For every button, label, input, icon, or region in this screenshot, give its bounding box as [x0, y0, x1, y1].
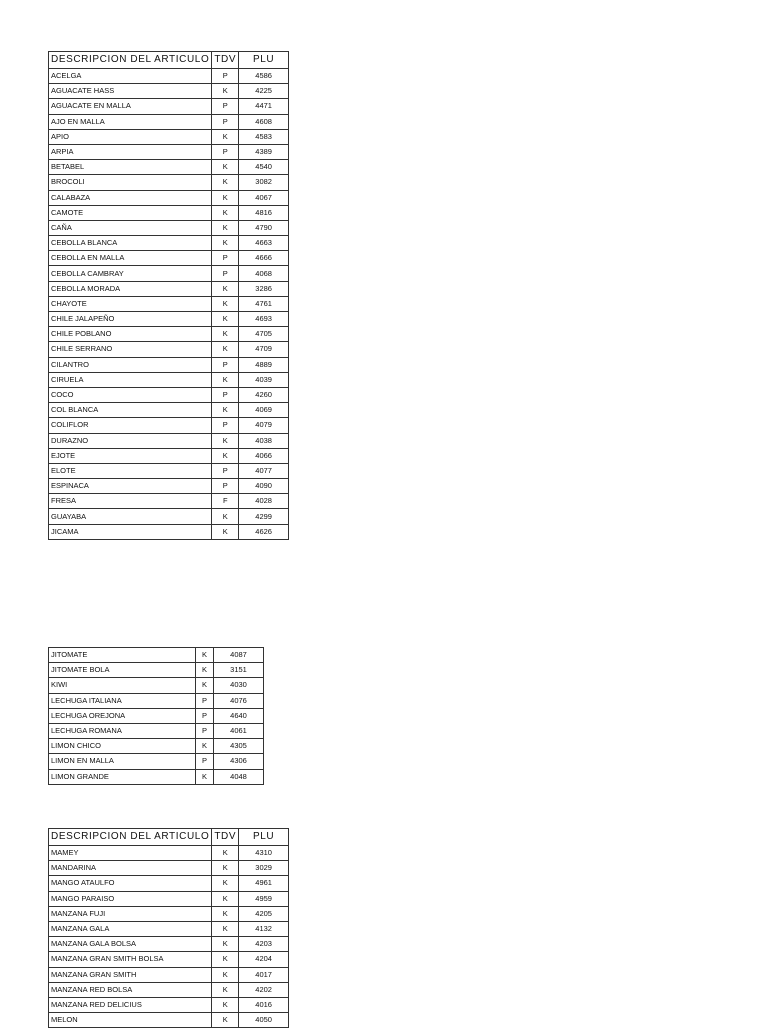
item-description: CHILE POBLANO — [49, 327, 212, 342]
table-row — [49, 479, 289, 494]
item-plu: 4260 — [239, 387, 289, 402]
table-row — [49, 678, 264, 693]
item-tdv: K — [212, 524, 239, 539]
table-row — [49, 846, 289, 861]
item-description: CEBOLLA EN MALLA — [49, 251, 212, 266]
item-plu: 4816 — [239, 205, 289, 220]
item-tdv: K — [196, 739, 214, 754]
item-plu: 4666 — [239, 251, 289, 266]
table-row — [49, 99, 289, 114]
item-description: LECHUGA ITALIANA — [49, 693, 196, 708]
item-tdv: K — [212, 84, 239, 99]
table-row — [49, 739, 264, 754]
item-tdv: P — [196, 693, 214, 708]
table-row — [49, 997, 289, 1012]
item-plu: 4306 — [214, 754, 264, 769]
item-description: JICAMA — [49, 524, 212, 539]
item-description: CAMOTE — [49, 205, 212, 220]
item-tdv: K — [212, 921, 239, 936]
item-plu: 3029 — [239, 861, 289, 876]
table-row — [49, 403, 289, 418]
table-row — [49, 387, 289, 402]
item-tdv: P — [196, 754, 214, 769]
item-tdv: P — [212, 69, 239, 84]
item-tdv: K — [212, 891, 239, 906]
table-row — [49, 312, 289, 327]
product-table-2 — [48, 647, 264, 785]
table-row — [49, 144, 289, 159]
item-description: BROCOLI — [49, 175, 212, 190]
item-plu: 4067 — [239, 190, 289, 205]
item-plu: 4016 — [239, 997, 289, 1012]
item-description: LECHUGA ROMANA — [49, 723, 196, 738]
item-plu: 4030 — [214, 678, 264, 693]
table-row — [49, 982, 289, 997]
item-tdv: P — [212, 387, 239, 402]
table-row — [49, 251, 289, 266]
item-description: CEBOLLA MORADA — [49, 281, 212, 296]
item-description: CALABAZA — [49, 190, 212, 205]
table-row — [49, 921, 289, 936]
item-tdv: F — [212, 494, 239, 509]
item-description: GUAYABA — [49, 509, 212, 524]
item-plu: 4299 — [239, 509, 289, 524]
table-row — [49, 876, 289, 891]
item-plu: 4540 — [239, 160, 289, 175]
item-plu: 4076 — [214, 693, 264, 708]
item-tdv: K — [212, 281, 239, 296]
product-table-3 — [48, 828, 289, 1028]
item-tdv: K — [212, 403, 239, 418]
item-tdv: K — [212, 129, 239, 144]
item-plu: 4205 — [239, 906, 289, 921]
item-plu: 4705 — [239, 327, 289, 342]
item-tdv: K — [212, 220, 239, 235]
table-row — [49, 342, 289, 357]
item-plu: 4039 — [239, 372, 289, 387]
header-descripcion: DESCRIPCION DEL ARTICULO — [49, 829, 212, 846]
item-plu: 4305 — [214, 739, 264, 754]
item-tdv: K — [212, 448, 239, 463]
item-tdv: K — [212, 190, 239, 205]
item-plu: 4090 — [239, 479, 289, 494]
table-row — [49, 937, 289, 952]
table-row — [49, 114, 289, 129]
header-tdv: TDV — [212, 829, 239, 846]
item-tdv: P — [212, 463, 239, 478]
item-tdv: K — [212, 861, 239, 876]
item-description: BETABEL — [49, 160, 212, 175]
item-description: MANZANA GALA — [49, 921, 212, 936]
item-description: CAÑA — [49, 220, 212, 235]
table-row — [49, 433, 289, 448]
item-plu: 4663 — [239, 236, 289, 251]
table-row — [49, 906, 289, 921]
table-row — [49, 708, 264, 723]
item-description: ELOTE — [49, 463, 212, 478]
table-row — [49, 648, 264, 663]
table-row — [49, 967, 289, 982]
item-tdv: K — [212, 997, 239, 1012]
table-row — [49, 129, 289, 144]
item-plu: 4640 — [214, 708, 264, 723]
item-description: AJO EN MALLA — [49, 114, 212, 129]
item-tdv: P — [212, 357, 239, 372]
item-tdv: K — [212, 967, 239, 982]
item-description: CHILE SERRANO — [49, 342, 212, 357]
item-plu: 4583 — [239, 129, 289, 144]
item-description: CEBOLLA BLANCA — [49, 236, 212, 251]
item-plu: 4048 — [214, 769, 264, 784]
item-description: MANZANA GRAN SMITH BOLSA — [49, 952, 212, 967]
table-row — [49, 357, 289, 372]
item-description: JITOMATE BOLA — [49, 663, 196, 678]
item-plu: 4068 — [239, 266, 289, 281]
item-description: MANZANA RED BOLSA — [49, 982, 212, 997]
item-plu: 4061 — [214, 723, 264, 738]
table-row — [49, 327, 289, 342]
item-plu: 4132 — [239, 921, 289, 936]
item-plu: 4608 — [239, 114, 289, 129]
item-description: KIWI — [49, 678, 196, 693]
item-description: CHAYOTE — [49, 296, 212, 311]
item-description: MANGO PARAISO — [49, 891, 212, 906]
item-description: COCO — [49, 387, 212, 402]
table-row — [49, 509, 289, 524]
item-description: APIO — [49, 129, 212, 144]
item-tdv: P — [212, 99, 239, 114]
item-plu: 4079 — [239, 418, 289, 433]
item-tdv: P — [212, 251, 239, 266]
table-row — [49, 463, 289, 478]
table-row — [49, 418, 289, 433]
item-plu: 4961 — [239, 876, 289, 891]
table-row — [49, 281, 289, 296]
table-row — [49, 448, 289, 463]
item-tdv: K — [212, 160, 239, 175]
item-description: MANZANA GRAN SMITH — [49, 967, 212, 982]
table-row — [49, 266, 289, 281]
item-description: MANZANA FUJI — [49, 906, 212, 921]
item-tdv: K — [212, 937, 239, 952]
item-plu: 3286 — [239, 281, 289, 296]
item-description: CIRUELA — [49, 372, 212, 387]
item-tdv: K — [212, 906, 239, 921]
item-description: MANGO ATAULFO — [49, 876, 212, 891]
item-plu: 4693 — [239, 312, 289, 327]
item-description: COL BLANCA — [49, 403, 212, 418]
item-description: AGUACATE EN MALLA — [49, 99, 212, 114]
item-tdv: P — [212, 418, 239, 433]
table-row — [49, 296, 289, 311]
item-plu: 4204 — [239, 952, 289, 967]
header-plu: PLU — [239, 52, 289, 69]
item-tdv: P — [196, 723, 214, 738]
table-row — [49, 160, 289, 175]
table-row — [49, 861, 289, 876]
item-tdv: K — [196, 663, 214, 678]
table-row — [49, 372, 289, 387]
item-tdv: K — [212, 312, 239, 327]
item-tdv: K — [212, 982, 239, 997]
item-tdv: K — [212, 433, 239, 448]
item-plu: 4066 — [239, 448, 289, 463]
header-plu: PLU — [239, 829, 289, 846]
item-plu: 4038 — [239, 433, 289, 448]
item-plu: 4709 — [239, 342, 289, 357]
item-description: MANZANA GALA BOLSA — [49, 937, 212, 952]
item-plu: 4203 — [239, 937, 289, 952]
item-tdv: K — [212, 296, 239, 311]
item-plu: 4889 — [239, 357, 289, 372]
item-description: LIMON GRANDE — [49, 769, 196, 784]
item-description: CILANTRO — [49, 357, 212, 372]
item-plu: 4471 — [239, 99, 289, 114]
item-tdv: K — [212, 342, 239, 357]
header-descripcion: DESCRIPCION DEL ARTICULO — [49, 52, 212, 69]
item-tdv: K — [212, 175, 239, 190]
item-plu: 4225 — [239, 84, 289, 99]
item-description: JITOMATE — [49, 648, 196, 663]
item-description: AGUACATE HASS — [49, 84, 212, 99]
item-plu: 4389 — [239, 144, 289, 159]
item-description: CHILE JALAPEÑO — [49, 312, 212, 327]
item-plu: 3151 — [214, 663, 264, 678]
item-tdv: K — [196, 769, 214, 784]
item-plu: 4310 — [239, 846, 289, 861]
table-row — [49, 723, 264, 738]
table-row — [49, 754, 264, 769]
table-row — [49, 693, 264, 708]
item-description: DURAZNO — [49, 433, 212, 448]
item-tdv: P — [212, 479, 239, 494]
item-plu: 4050 — [239, 1013, 289, 1028]
item-plu: 4790 — [239, 220, 289, 235]
item-tdv: K — [212, 876, 239, 891]
table-row — [49, 663, 264, 678]
item-tdv: K — [212, 236, 239, 251]
item-description: FRESA — [49, 494, 212, 509]
item-plu: 4202 — [239, 982, 289, 997]
item-plu: 4586 — [239, 69, 289, 84]
table-row — [49, 494, 289, 509]
item-plu: 4077 — [239, 463, 289, 478]
item-description: LIMON EN MALLA — [49, 754, 196, 769]
table-row — [49, 175, 289, 190]
item-tdv: K — [212, 1013, 239, 1028]
item-tdv: P — [212, 114, 239, 129]
product-table-1 — [48, 51, 289, 540]
table-row — [49, 952, 289, 967]
item-plu: 4069 — [239, 403, 289, 418]
table-row — [49, 69, 289, 84]
table-row — [49, 236, 289, 251]
table-row — [49, 84, 289, 99]
item-tdv: K — [212, 327, 239, 342]
item-plu: 4626 — [239, 524, 289, 539]
item-tdv: K — [196, 678, 214, 693]
item-plu: 4087 — [214, 648, 264, 663]
table-row — [49, 891, 289, 906]
item-description: EJOTE — [49, 448, 212, 463]
item-description: ARPIA — [49, 144, 212, 159]
item-description: ESPINACA — [49, 479, 212, 494]
table-row — [49, 524, 289, 539]
item-tdv: P — [212, 266, 239, 281]
item-tdv: K — [212, 205, 239, 220]
header-tdv: TDV — [212, 52, 239, 69]
item-description: MAMEY — [49, 846, 212, 861]
table-row — [49, 1013, 289, 1028]
item-tdv: K — [212, 509, 239, 524]
item-description: ACELGA — [49, 69, 212, 84]
item-description: COLIFLOR — [49, 418, 212, 433]
item-tdv: P — [212, 144, 239, 159]
header-row — [49, 829, 289, 846]
table-row — [49, 205, 289, 220]
item-description: MANDARINA — [49, 861, 212, 876]
item-tdv: K — [212, 846, 239, 861]
item-plu: 4028 — [239, 494, 289, 509]
item-description: LIMON CHICO — [49, 739, 196, 754]
item-tdv: K — [212, 952, 239, 967]
item-tdv: P — [196, 708, 214, 723]
table-row — [49, 220, 289, 235]
header-row — [49, 52, 289, 69]
table-row — [49, 190, 289, 205]
item-description: CEBOLLA CAMBRAY — [49, 266, 212, 281]
item-plu: 3082 — [239, 175, 289, 190]
item-plu: 4959 — [239, 891, 289, 906]
item-tdv: K — [212, 372, 239, 387]
item-description: LECHUGA OREJONA — [49, 708, 196, 723]
item-plu: 4017 — [239, 967, 289, 982]
item-description: MANZANA RED DELICIUS — [49, 997, 212, 1012]
item-tdv: K — [196, 648, 214, 663]
item-plu: 4761 — [239, 296, 289, 311]
item-description: MELON — [49, 1013, 212, 1028]
table-row — [49, 769, 264, 784]
